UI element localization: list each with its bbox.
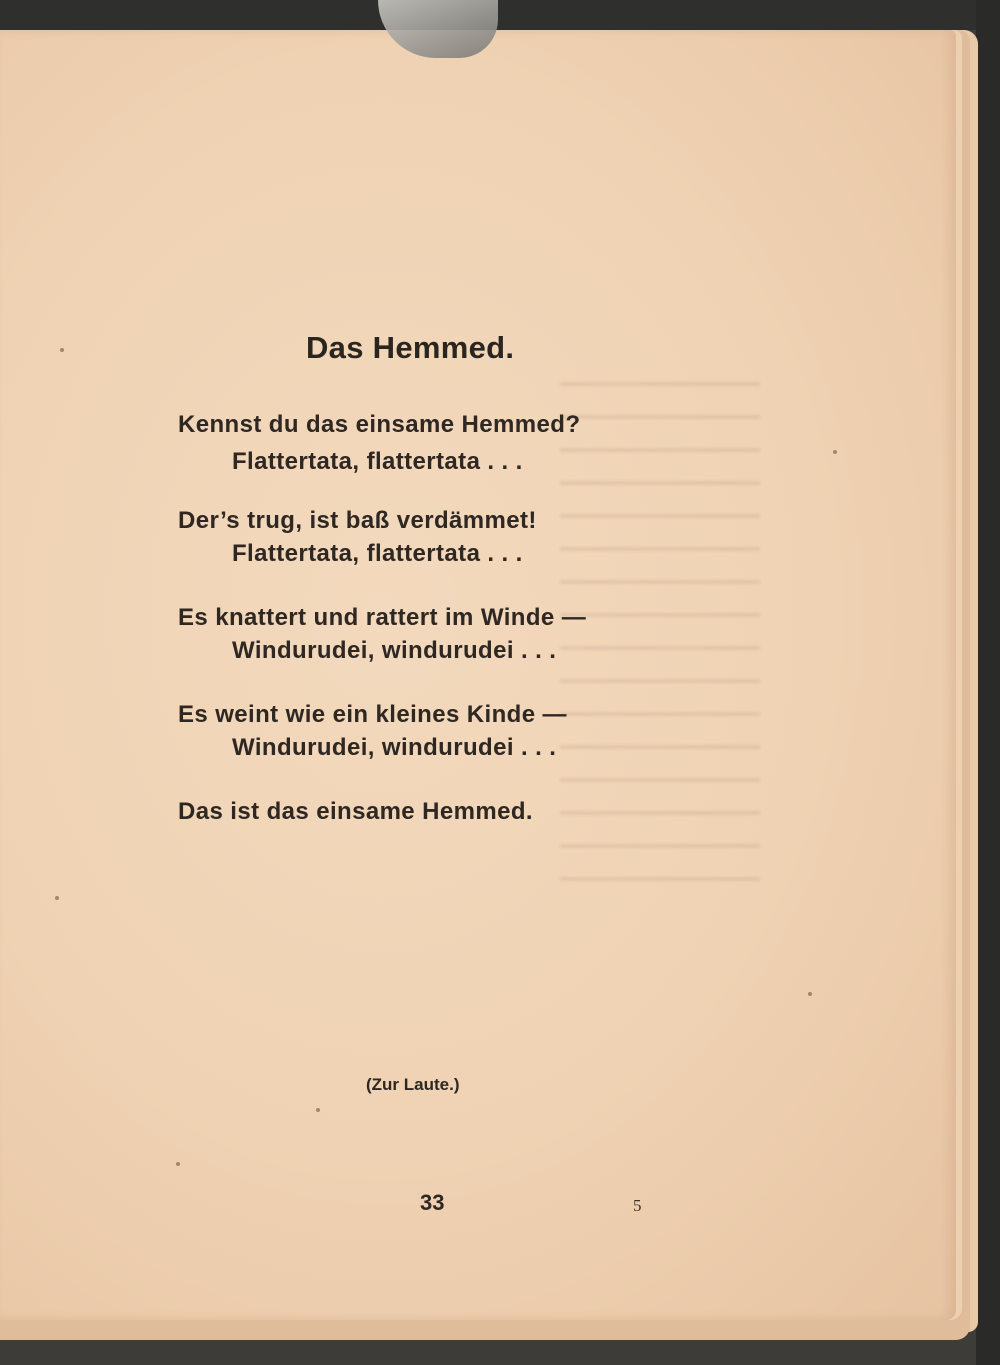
- stanza-2-line-1: Der’s trug, ist baß verdämmet!: [178, 507, 537, 534]
- stanza-3-line-2: Windurudei, windurudei . . .: [232, 637, 557, 664]
- signature-mark: 5: [633, 1196, 642, 1215]
- stanza-1-line-2: Flattertata, flattertata . . .: [232, 448, 523, 475]
- page-content: [0, 30, 956, 1320]
- stanza-4-line-2: Windurudei, windurudei . . .: [232, 734, 557, 761]
- paper-speck: [833, 450, 837, 454]
- stanza-3-line-1: Es knattert und rattert im Winde —: [178, 604, 587, 631]
- paper-speck: [808, 992, 812, 996]
- closing-line: Das ist das einsame Hemmed.: [178, 798, 533, 825]
- scanner-backdrop: [0, 0, 1000, 30]
- paper-speck: [176, 1162, 180, 1166]
- page-number: 33: [420, 1190, 445, 1215]
- poem-title: Das Hemmed.: [306, 330, 515, 365]
- stanza-1-line-1: Kennst du das einsame Hemmed?: [178, 411, 581, 438]
- paper-speck: [316, 1108, 320, 1112]
- paper-speck: [60, 348, 64, 352]
- stanza-4-line-1: Es weint wie ein kleines Kinde —: [178, 701, 567, 728]
- performance-note: (Zur Laute.): [366, 1075, 460, 1094]
- stanza-2-line-2: Flattertata, flattertata . . .: [232, 540, 523, 567]
- book-page: [0, 30, 956, 1320]
- scanner-backdrop-right: [976, 0, 1000, 1365]
- paper-speck: [55, 896, 59, 900]
